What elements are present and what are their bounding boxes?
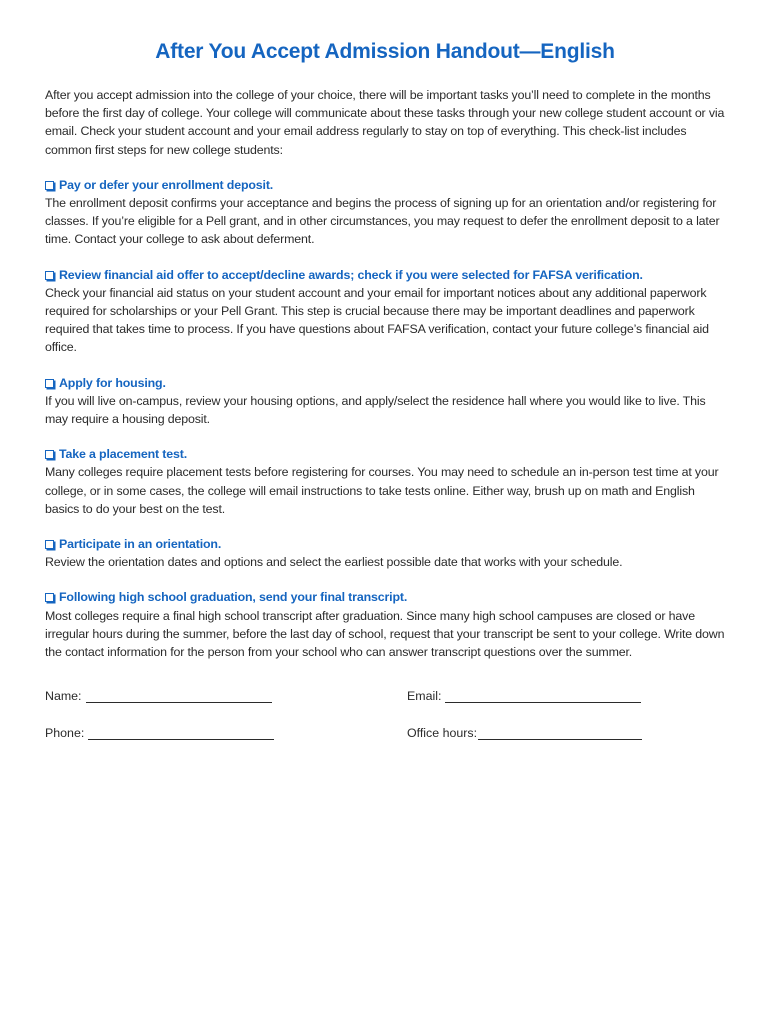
phone-label: Phone: bbox=[45, 726, 85, 740]
checklist-body: Many colleges require placement tests before registering for courses. You may need to schedule an in-person test time at your college, or in some cases, the college will email instructions to take tests online. Either way, brush up on math and English basics to do your best on the test. bbox=[45, 465, 719, 516]
office-hours-label: Office hours: bbox=[407, 726, 478, 740]
phone-field[interactable] bbox=[45, 722, 274, 740]
handout-content bbox=[45, 86, 725, 678]
name-input-line[interactable] bbox=[86, 689, 272, 703]
checkbox-icon[interactable] bbox=[45, 450, 54, 459]
name-label: Name: bbox=[45, 689, 82, 703]
checkbox-icon[interactable] bbox=[45, 379, 54, 388]
checkbox-icon[interactable] bbox=[45, 181, 54, 190]
checklist-body: Most colleges require a final high school transcript after graduation. Since many high school campuses are closed or have irregular hours during the summer, before the last day of school, request that your transcript be sent to your college. Write down the contact information for the person from your school who can answer transcript questions over the summer. bbox=[45, 608, 725, 660]
checkbox-icon[interactable] bbox=[45, 593, 54, 602]
checklist-item-orientation bbox=[45, 535, 725, 571]
page-title: After You Accept Admission Handout—English bbox=[155, 40, 615, 63]
checklist-heading: Following high school graduation, send your final transcript. bbox=[59, 590, 408, 605]
checklist-heading: Take a placement test. bbox=[59, 447, 188, 462]
email-label: Email: bbox=[407, 689, 442, 703]
checklist-body: Check your financial aid status on your student account and your email for important notices about any additional paperwork required for scholarships or your Pell Grant. This step is crucial because there may be important deadlines and paperwork required that takes time to process. If you have questions about FAFSA verification, contact your future college’s financial aid office. bbox=[45, 285, 709, 355]
name-field[interactable] bbox=[45, 685, 272, 703]
email-input-line[interactable] bbox=[445, 689, 641, 703]
checklist-item-placement-test bbox=[45, 445, 725, 518]
checklist-heading: Participate in an orientation. bbox=[59, 537, 222, 552]
checklist-item-enrollment-deposit bbox=[45, 176, 725, 249]
checklist-item-final-transcript bbox=[45, 588, 725, 661]
office-hours-input-line[interactable] bbox=[478, 726, 642, 740]
checklist-heading: Pay or defer your enrollment deposit. bbox=[59, 177, 274, 192]
checklist-item-financial-aid bbox=[45, 266, 725, 357]
checklist-body: If you will live on-campus, review your housing options, and apply/select the residence hall where you would like to live. This may require a housing deposit. bbox=[45, 393, 706, 427]
checklist-heading: Review financial aid offer to accept/decline awards; check if you were selected for FAFSA verification. bbox=[59, 267, 643, 282]
checkbox-icon[interactable] bbox=[45, 271, 54, 280]
intro-paragraph: After you accept admission into the college of your choice, there will be important tasks you’ll need to complete in the months before the first day of college. Your college will communicate about these tasks through your new college student account or via email. Check your student account and your email address regularly to stay on top of everything. This check-list includes common first steps for new college students: bbox=[45, 88, 725, 157]
checkbox-icon[interactable] bbox=[45, 540, 54, 549]
office-hours-field[interactable] bbox=[407, 722, 642, 740]
checklist-body: The enrollment deposit confirms your acceptance and begins the process of signing up for an orientation and/or registering for classes. If you’re eligible for a Pell grant, and in other circumstances, you may request to defer the enrollment deposit to a later time. Contact your college to ask about deferment. bbox=[45, 196, 720, 247]
checklist-heading: Apply for housing. bbox=[59, 375, 166, 390]
checklist-body: Review the orientation dates and options and select the earliest possible date that works with your schedule. bbox=[45, 555, 623, 570]
email-field[interactable] bbox=[407, 685, 641, 703]
phone-input-line[interactable] bbox=[88, 726, 274, 740]
checklist-item-housing bbox=[45, 374, 725, 429]
